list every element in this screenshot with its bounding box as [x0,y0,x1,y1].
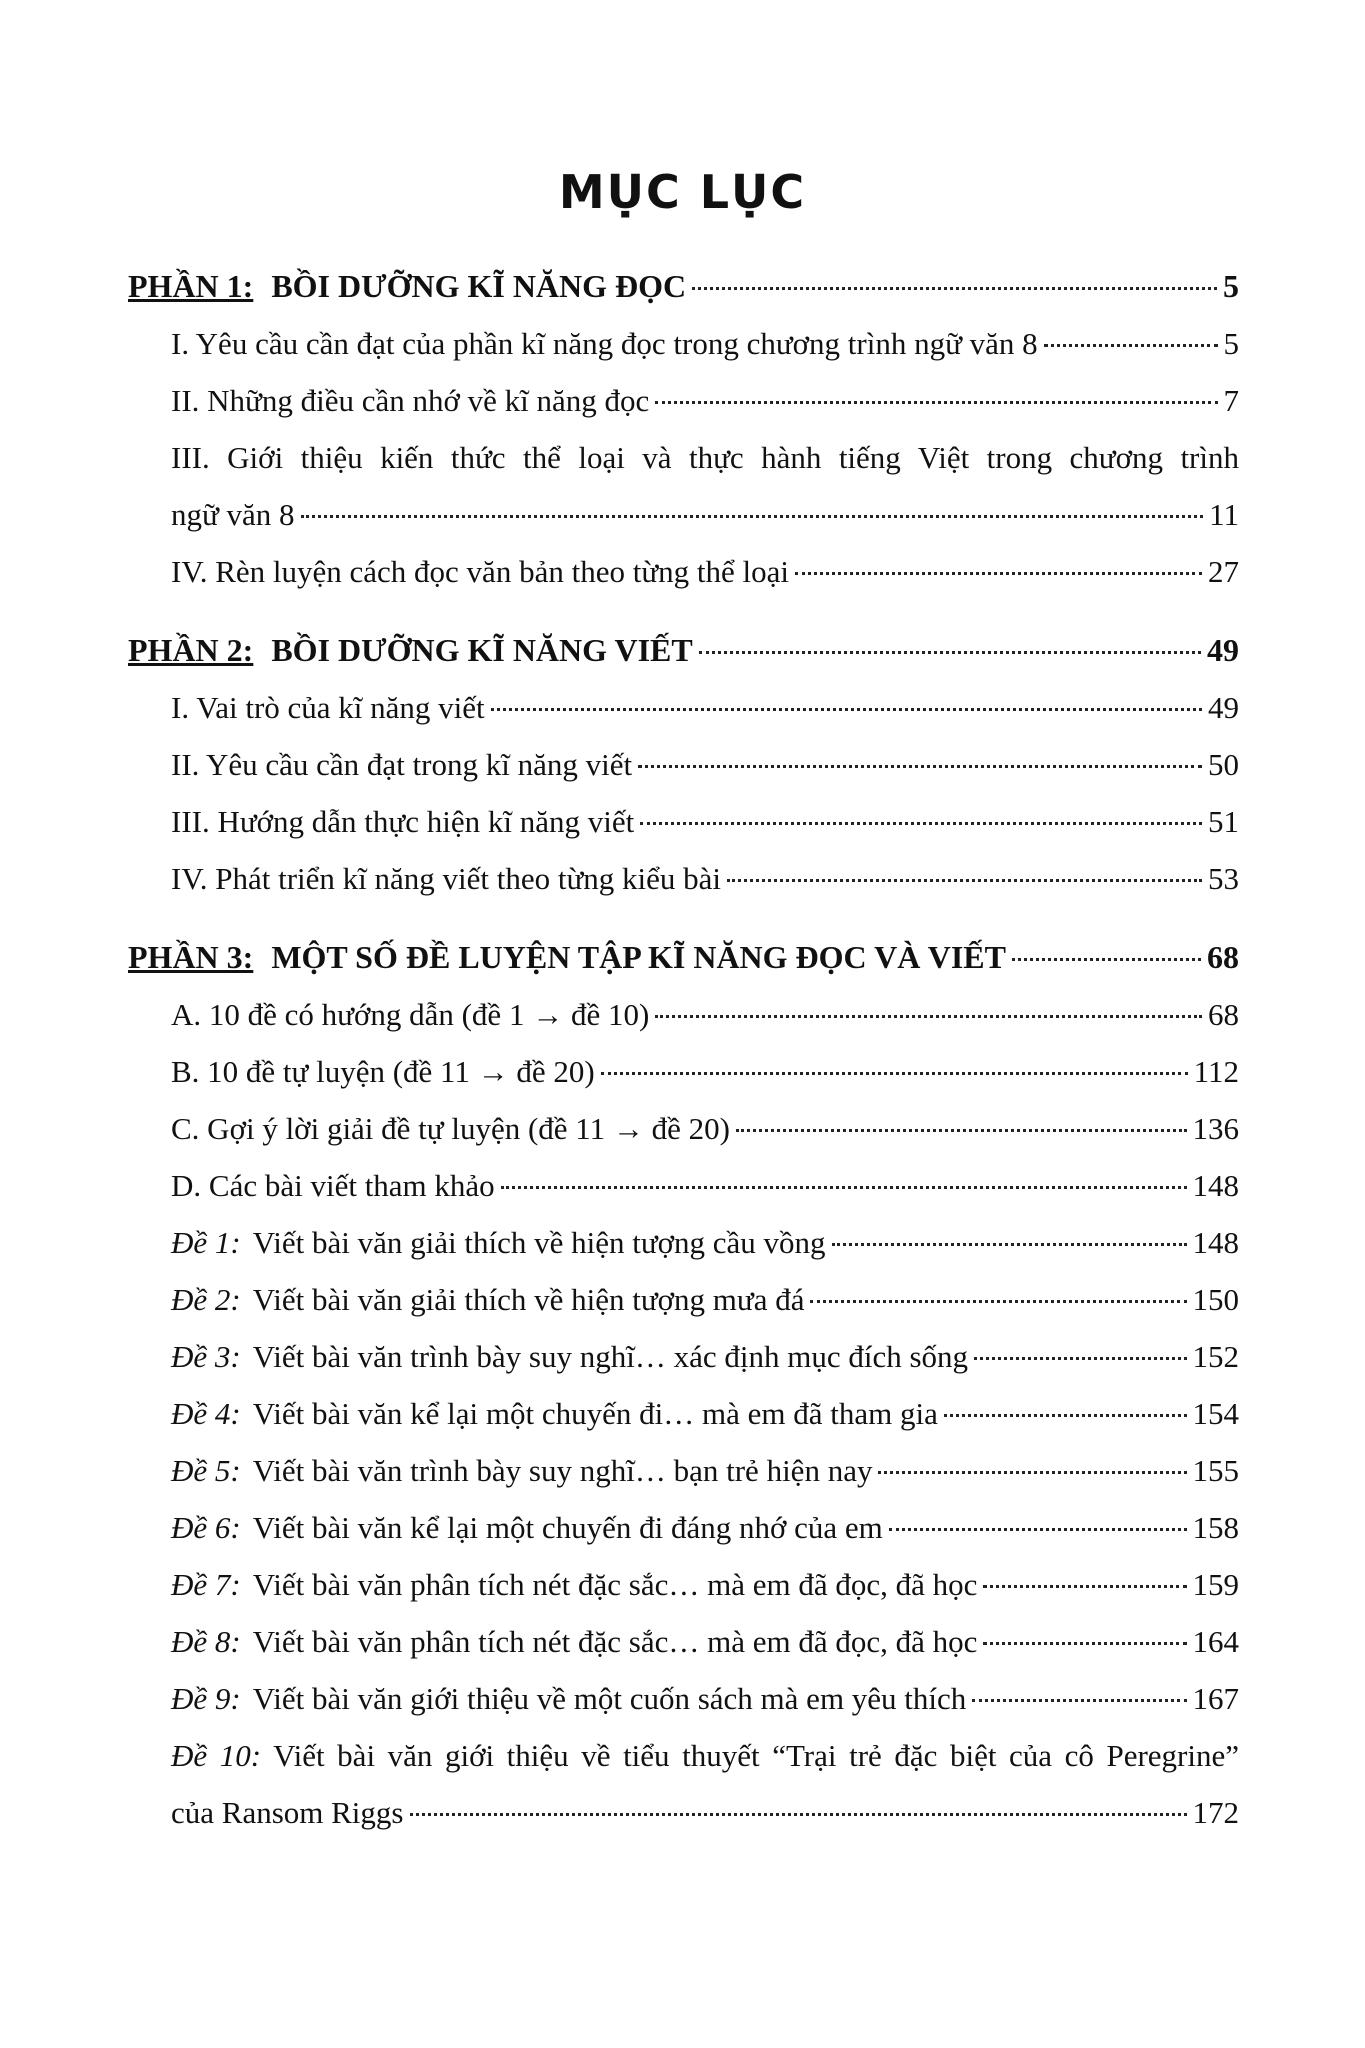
page-number: 68 [1207,939,1239,975]
toc-entry[interactable] [128,986,1239,1043]
entry-text: Viết bài văn giải thích về hiện tượng mưa đá [252,1282,805,1317]
entry-text: I. Vai trò của kĩ năng viết [171,690,485,725]
toc-entry[interactable] [128,486,1239,543]
toc-entry-line[interactable] [128,429,1239,486]
page-number: 49 [1207,632,1239,668]
dot-leader [972,1699,1186,1702]
dot-leader [410,1813,1187,1816]
dot-leader [655,1015,1202,1018]
part-heading-text: BỒI DƯỠNG KĨ NĂNG ĐỌC [271,268,687,304]
dot-leader [640,822,1202,825]
toc-entry[interactable] [128,1556,1239,1613]
page-number: 11 [1209,497,1239,532]
part-heading-text: BỒI DƯỠNG KĨ NĂNG VIẾT [271,632,693,668]
dot-leader [878,1471,1186,1474]
dot-leader [795,572,1202,575]
entry-text: II. Những điều cần nhớ về kĩ năng đọc [171,383,650,418]
toc-entry[interactable] [128,1100,1239,1157]
dot-leader [638,765,1202,768]
dot-leader [727,879,1202,882]
part-label: PHẦN 1: [128,268,254,304]
page-number: 50 [1208,747,1239,782]
page-number: 49 [1208,690,1239,725]
entry-text: Viết bài văn giới thiệu về một cuốn sách mà em yêu thích [252,1681,967,1716]
page-number: 159 [1192,1567,1239,1602]
page-number: 27 [1208,554,1239,589]
entry-text: III. Giới thiệu kiến thức thể loại và thực hành tiếng Việt trong chương trình [171,440,1239,475]
toc-part-heading[interactable] [128,929,1239,986]
toc-entry[interactable] [128,372,1239,429]
toc-entry[interactable] [128,736,1239,793]
entry-prefix: Đề 7: [171,1567,241,1602]
entry-text: II. Yêu cầu cần đạt trong kĩ năng viết [171,747,633,782]
dot-leader [983,1642,1186,1645]
entry-text: Viết bài văn phân tích nét đặc sắc… mà em đã đọc, đã học [252,1567,978,1602]
page-number: 136 [1192,1111,1239,1146]
dot-leader [1044,344,1218,347]
page-number: 167 [1192,1681,1239,1716]
page-number: 68 [1208,997,1239,1032]
dot-leader [301,515,1204,518]
part-label: PHẦN 2: [128,632,254,668]
toc-entry[interactable] [128,793,1239,850]
toc-entry[interactable] [128,850,1239,907]
toc-entry[interactable] [128,1784,1239,1841]
page-number: 148 [1192,1168,1239,1203]
entry-text: IV. Rèn luyện cách đọc văn bản theo từng thể loại [171,554,789,589]
page-number: 112 [1193,1054,1239,1089]
entry-text: D. Các bài viết tham khảo [171,1168,495,1203]
part-label: PHẦN 3: [128,939,254,975]
dot-leader [736,1129,1187,1132]
dot-leader [601,1072,1188,1075]
dot-leader [655,401,1217,404]
entry-text: Viết bài văn giới thiệu về tiểu thuyết “Trại trẻ đặc biệt của cô Peregrine” [273,1738,1239,1773]
entry-text: I. Yêu cầu cần đạt của phần kĩ năng đọc trong chương trình ngữ văn 8 [171,326,1038,361]
dot-leader [491,708,1202,711]
dot-leader [889,1528,1187,1531]
page-title: MỤC LỤC [558,165,807,219]
entry-prefix: Đề 1: [171,1225,241,1260]
dot-leader [1012,958,1201,961]
toc-part-2 [128,622,1239,907]
entry-prefix: Đề 9: [171,1681,241,1716]
toc-part-1 [128,258,1239,600]
toc-entry[interactable] [128,543,1239,600]
entry-prefix: Đề 3: [171,1339,241,1374]
toc-entry[interactable] [128,1499,1239,1556]
entry-text: Viết bài văn trình bày suy nghĩ… xác định mục đích sống [252,1339,969,1374]
toc-entry[interactable] [128,1214,1239,1271]
entry-text: Viết bài văn kể lại một chuyến đi… mà em đã tham gia [252,1396,938,1431]
entry-text: Viết bài văn phân tích nét đặc sắc… mà em đã đọc, đã học [252,1624,978,1659]
dot-leader [832,1243,1187,1246]
entry-prefix: Đề 4: [171,1396,241,1431]
page-number: 152 [1192,1339,1239,1374]
page-number: 5 [1223,326,1239,361]
entry-text: B. 10 đề tự luyện (đề 11 → đề 20) [171,1054,595,1089]
page-number: 148 [1192,1225,1239,1260]
toc-part-heading[interactable] [128,258,1239,315]
page-number: 51 [1208,804,1239,839]
toc-entry[interactable] [128,1670,1239,1727]
dot-leader [974,1357,1186,1360]
toc-entry[interactable] [128,1442,1239,1499]
toc-entry[interactable] [128,1043,1239,1100]
entry-prefix: Đề 6: [171,1510,241,1545]
entry-text: C. Gợi ý lời giải đề tự luyện (đề 11 → đề 20) [171,1111,730,1146]
table-of-contents [128,258,1239,1841]
page-number: 53 [1208,861,1239,896]
entry-text: Viết bài văn giải thích về hiện tượng cầu vồng [252,1225,826,1260]
page-number: 5 [1223,268,1239,304]
entry-text: IV. Phát triển kĩ năng viết theo từng kiểu bài [171,861,722,896]
page-number: 164 [1192,1624,1239,1659]
toc-part-heading[interactable] [128,622,1239,679]
page-number: 154 [1192,1396,1239,1431]
entry-text: của Ransom Riggs [171,1795,404,1830]
entry-text: Viết bài văn trình bày suy nghĩ… bạn trẻ hiện nay [252,1453,873,1488]
entry-text: A. 10 đề có hướng dẫn (đề 1 → đề 10) [171,997,650,1032]
toc-entry[interactable] [128,1328,1239,1385]
page-number: 172 [1192,1795,1239,1830]
page-number: 158 [1192,1510,1239,1545]
toc-part-3 [128,929,1239,1841]
page-number: 155 [1192,1453,1239,1488]
dot-leader [501,1186,1187,1189]
entry-text: III. Hướng dẫn thực hiện kĩ năng viết [171,804,635,839]
toc-entry[interactable] [128,1613,1239,1670]
entry-prefix: Đề 5: [171,1453,241,1488]
toc-entry[interactable] [128,679,1239,736]
entry-text: ngữ văn 8 [171,497,295,532]
dot-leader [983,1585,1186,1588]
toc-entry[interactable] [128,1385,1239,1442]
entry-prefix: Đề 2: [171,1282,241,1317]
toc-entry-line[interactable] [128,1727,1239,1784]
dot-leader [699,651,1201,654]
toc-entry[interactable] [128,315,1239,372]
dot-leader [944,1414,1187,1417]
toc-entry[interactable] [128,1157,1239,1214]
page-number: 150 [1192,1282,1239,1317]
dot-leader [810,1300,1186,1303]
entry-text: Viết bài văn kể lại một chuyến đi đáng nhớ của em [252,1510,883,1545]
entry-prefix: Đề 8: [171,1624,241,1659]
part-heading-text: MỘT SỐ ĐỀ LUYỆN TẬP KĨ NĂNG ĐỌC VÀ VIẾT [271,939,1006,975]
page-number: 7 [1223,383,1239,418]
entry-prefix: Đề 10: [171,1738,262,1773]
toc-entry[interactable] [128,1271,1239,1328]
dot-leader [692,287,1217,290]
